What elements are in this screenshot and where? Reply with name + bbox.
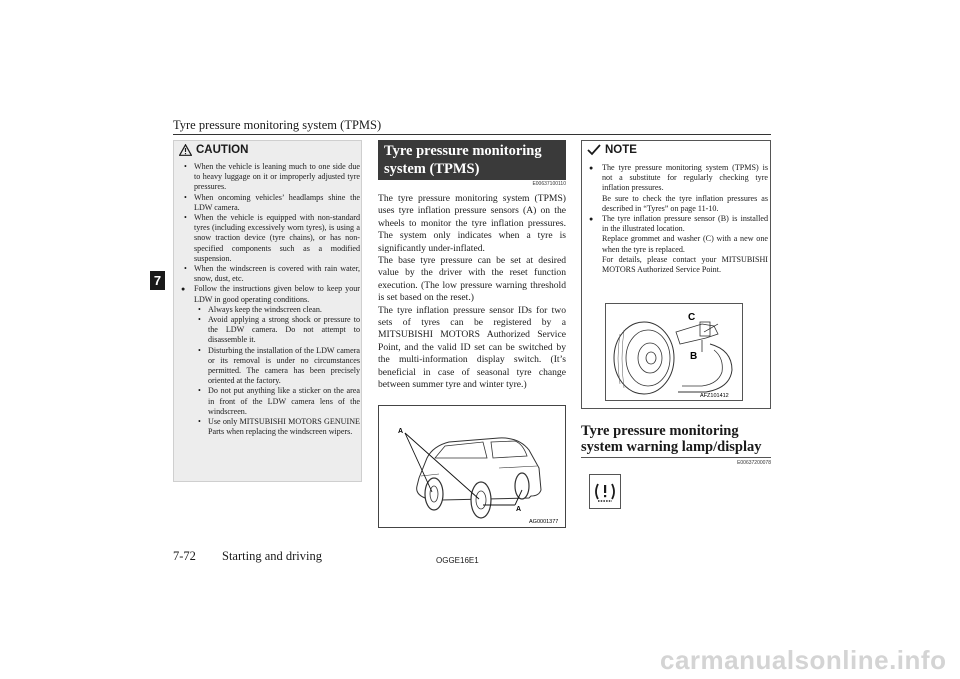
caution-top-list [180,162,360,284]
caution-main-text: Follow the instructions given below to keep your LDW in good operating conditions. [194,284,360,304]
paragraph: The base tyre pressure can be set at desired value by the driver with the reset function execution. (The low pressure warning threshold is set based on the reset.) [378,255,566,304]
document-code: OGGE16E1 [436,556,479,565]
running-title: Tyre pressure monitoring system (TPMS) [173,118,382,132]
figure-label-b: B [690,351,698,362]
section-title-tpms: Tyre pressure monitoring system (TPMS) [378,140,566,180]
list-item: • Do not put anything like a sticker on the area in front of the LDW camera lens of the windscreen. [194,386,360,417]
chapter-tab: 7 [150,271,165,290]
caution-main-list [180,284,360,437]
section-code: E00637200078 [737,460,771,466]
car-sensor-figure [378,405,566,528]
caution-sub-list [194,305,360,438]
note-extra: For details, please contact your MITSUBISHI MOTORS Authorized Service Point. [602,254,768,275]
wheel-sensor-illustration [606,304,742,400]
note-title: NOTE [605,144,637,156]
section-code: E00637100110 [532,181,566,187]
caution-main-item [180,284,360,437]
note-body [588,163,768,275]
figure-label-a2: A [516,506,522,513]
note-text: ● The tyre pressure monitoring system (TPMS) is not a substitute for regularly checking tyre inflation pressures. [602,163,768,193]
list-item: • Avoid applying a strong shock or pressure to the LDW camera. Do not attempt to disassemble it. [194,315,360,346]
caution-body [180,162,360,437]
caution-title: CAUTION [196,144,249,156]
car-illustration [379,406,565,527]
section-body [378,193,566,392]
tyre-pressure-warning-icon [589,474,621,509]
paragraph: The tyre inflation pressure sensor IDs for two sets of tyres can be registered by a MITSUBISHI MOTORS Authorized Service Point, and the valid ID set can be switched by the multi-information display switch. (It’s beneficial in case of seasonal tyre change between summer tyre and winter tyre.) [378,304,566,391]
list-item: • Always keep the windscreen clean. [194,305,360,315]
figure-label-a: A [398,428,404,435]
note-header [587,144,637,156]
tpms-sensor-figure [605,303,743,401]
list-item: • When the vehicle is equipped with non-standard tyres (including excessively worn tyres), is using a snow traction device (tyre chains), or has non-specified components such as a modified suspension. [180,213,360,264]
caution-box [173,140,362,482]
section-rule [581,457,771,458]
note-extra: Be sure to check the tyre inflation pressures as described in “Tyres” on page 11-10. [602,193,768,213]
header-rule [173,134,771,135]
note-extra: Replace grommet and washer (C) with a new one when the tyre is replaced. [602,234,768,254]
list-item: • When the vehicle is leaning much to one side due to heavy luggage on it or improperly adjusted tyre pressures. [180,162,360,193]
note-text: ● The tyre inflation pressure sensor (B) is installed in the illustrated location. [602,214,768,234]
paragraph: The tyre pressure monitoring system (TPMS) uses tyre inflation pressure sensors (A) on the wheels to monitor the tyre inflation pressures. The system only indicates when a tyre is significantly under-inflated. [378,193,566,254]
warning-triangle-icon [179,144,192,156]
caution-header [179,144,248,156]
figure-code: AFZ101412 [700,393,729,399]
list-item [588,214,768,275]
figure-code: AG0001377 [529,519,559,525]
list-item: • Use only MITSUBISHI MOTORS GENUINE Parts when replacing the windscreen wipers. [194,417,360,437]
chapter-name: Starting and driving [222,549,322,563]
list-item: • When the windscreen is covered with rain water, snow, dust, etc. [180,264,360,284]
watermark: carmanualsonline.info [660,645,947,675]
note-list [588,163,768,275]
list-item: • When oncoming vehicles’ headlamps shine the LDW camera. [180,193,360,213]
page-number: 7-72 [173,549,196,563]
section-title-warning-lamp: Tyre pressure monitoring system warning lamp/display [581,423,762,455]
list-item [588,163,768,214]
figure-label-c: C [688,312,696,323]
list-item: • Disturbing the installation of the LDW camera or its removal is under no circumstances permitted. The camera has been precisely oriented at the factory. [194,346,360,387]
note-check-icon [587,144,601,156]
